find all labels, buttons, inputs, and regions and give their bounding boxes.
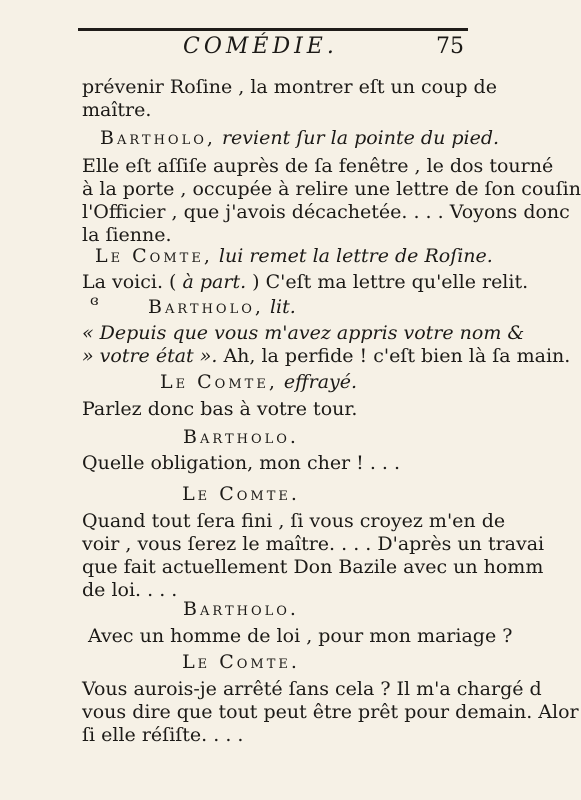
- stage-direction: revient ſur la pointe du pied.: [221, 127, 500, 149]
- text-line: ſi elle réſiſte. . . .: [82, 724, 244, 746]
- printer-mark: ɞ: [90, 293, 99, 309]
- text-line: « Depuis que vous m'avez appris votre nom &: [82, 322, 525, 344]
- running-title: COMÉDIE.: [183, 34, 338, 59]
- text-line: [82, 345, 570, 367]
- speaker-heading: [160, 371, 357, 393]
- speaker-heading: Bartholo.: [183, 598, 299, 620]
- speaker-name: Bartholo,: [100, 127, 216, 149]
- text-line: [82, 271, 528, 293]
- text-line: à la porte , occupée à relire une lettre de ſon couſin: [82, 178, 581, 200]
- text-line: l'Officier , que j'avois décachetée. . . . Voyons donc: [82, 201, 570, 223]
- stage-direction: lit.: [269, 296, 296, 318]
- text-fragment: » votre état ».: [82, 345, 218, 367]
- text-line: Elle eſt aſſiſe auprès de ſa fenêtre , le dos tourné: [82, 155, 554, 177]
- text-line: voir , vous ſerez le maître. . . . D'après un travai: [82, 533, 545, 555]
- header-rule: [78, 28, 468, 31]
- text-line: Parlez donc bas à votre tour.: [82, 398, 358, 420]
- speaker-heading: Bartholo.: [183, 426, 299, 448]
- page-header: [78, 22, 468, 72]
- text-line: Quand tout ſera fini , ſi vous croyez m'en de: [82, 510, 506, 532]
- text-line: de loi. . . .: [82, 579, 178, 601]
- speaker-heading: Le Comte.: [182, 651, 300, 673]
- stage-direction: à part.: [182, 271, 247, 293]
- speaker-name: Le Comte,: [160, 371, 278, 393]
- stage-direction: lui remet la lettre de Roſine.: [218, 245, 493, 267]
- text-line: prévenir Roſine , la montrer eſt un coup de: [82, 76, 497, 98]
- stage-direction: effrayé.: [283, 371, 358, 393]
- text-line: Quelle obligation, mon cher ! . . .: [82, 452, 401, 474]
- text-fragment: Ah, la perfide ! c'eſt bien là ſa main.: [223, 345, 571, 367]
- speaker-heading: [148, 296, 296, 318]
- speaker-heading: [100, 127, 499, 149]
- text-line: vous dire que tout peut être prêt pour demain. Alor: [82, 701, 579, 723]
- speaker-name: Le Comte,: [95, 245, 213, 267]
- text-line: maître.: [82, 99, 152, 121]
- speaker-heading: Le Comte.: [182, 483, 300, 505]
- speaker-name: Bartholo,: [148, 296, 264, 318]
- text-fragment: La voici. (: [82, 271, 177, 293]
- text-line: que fait actuellement Don Bazile avec un homm: [82, 556, 544, 578]
- page-number: 75: [436, 34, 464, 59]
- text-fragment: ) C'eſt ma lettre qu'elle relit.: [252, 271, 529, 293]
- text-line: Avec un homme de loi , pour mon mariage ?: [88, 625, 513, 647]
- speaker-heading: [95, 245, 493, 267]
- text-line: Vous aurois-je arrêté ſans cela ? Il m'a chargé d: [82, 678, 542, 700]
- text-line: la ſienne.: [82, 224, 172, 246]
